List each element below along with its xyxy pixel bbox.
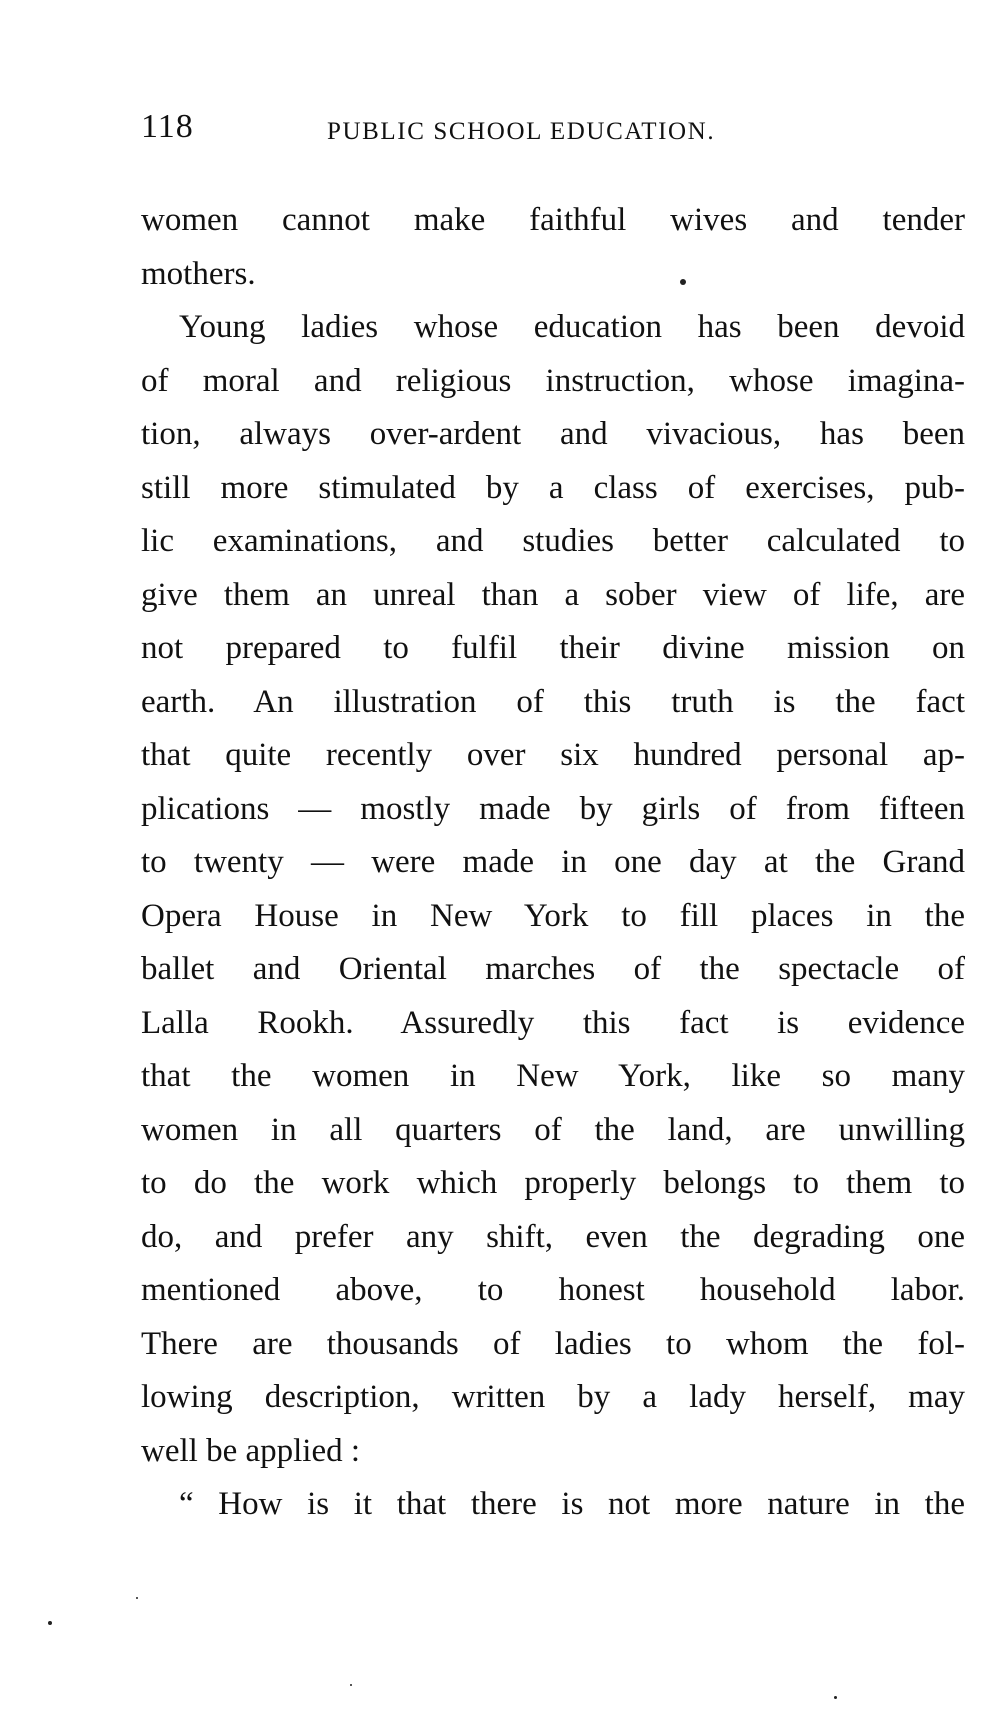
text-line: There are thousands of ladies to whom the fol- [141,1325,965,1362]
text-line: not prepared to fulfil their divine mission on [141,630,965,666]
text-line: still more stimulated by a class of exercises, pub- [141,469,965,506]
running-head [141,108,961,158]
text-line: give them an unreal than a sober view of life, are [141,576,965,613]
paragraph-first-line: Young ladies whose education has been devoid [179,309,965,345]
ink-speck [136,1597,138,1599]
text-line: ballet and Oriental marches of the spectacle of [141,951,965,987]
page-number: 118 [141,108,194,145]
text-line: women cannot make faithful wives and tender [141,202,965,238]
text-line: tion, always over-ardent and vivacious, has been [141,416,965,452]
text-line: lic examinations, and studies better calculated to [141,523,965,559]
text-line: earth. An illustration of this truth is the fact [141,683,965,720]
ink-speck [48,1621,52,1625]
text-line: Opera House in New York to fill places in the [141,897,965,934]
ink-speck [350,1684,352,1686]
running-title: PUBLIC SCHOOL EDUCATION. [327,118,716,145]
text-line: well be applied : [141,1432,361,1469]
text-line: that quite recently over six hundred personal ap- [141,737,965,773]
text-line: to do the work which properly belongs to them to [141,1165,965,1201]
text-line: lowing description, written by a lady herself, may [141,1379,965,1415]
quotation-first-line: “ How is it that there is not more nature in the [179,1486,965,1522]
text-line: women in all quarters of the land, are unwilling [141,1111,965,1148]
text-line: mothers. [141,255,256,292]
text-line: to twenty — were made in one day at the Grand [141,844,965,880]
text-line: plications — mostly made by girls of from fifteen [141,790,965,827]
text-line: Lalla Rookh. Assuredly this fact is evidence [141,1004,965,1041]
body-text [141,194,965,1532]
ink-speck [680,279,686,285]
text-line: that the women in New York, like so many [141,1058,965,1094]
text-line: mentioned above, to honest household labor. [141,1272,965,1308]
text-line: do, and prefer any shift, even the degrading one [141,1218,965,1255]
ink-speck [834,1696,837,1699]
text-line: of moral and religious instruction, whose imagina- [141,362,965,399]
